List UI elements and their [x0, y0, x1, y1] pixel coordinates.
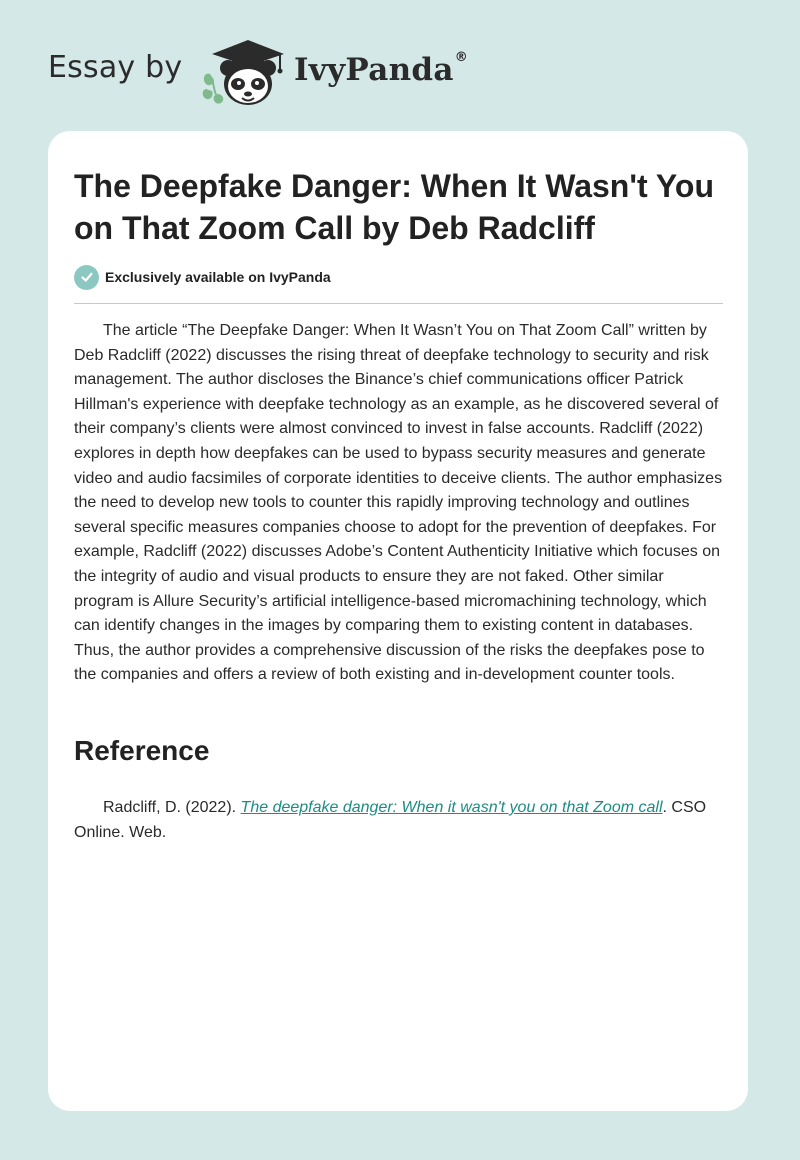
reference-heading: Reference: [74, 735, 210, 766]
reference-entry: [74, 796, 724, 845]
checkmark-icon: [74, 265, 99, 290]
divider: [74, 303, 723, 304]
essay-by-label: Essay by: [48, 50, 183, 85]
panda-logo-icon[interactable]: [200, 34, 290, 108]
exclusive-badge: [74, 264, 331, 290]
registered-mark: ®: [454, 50, 469, 65]
brand-text: IvyPanda: [294, 52, 454, 88]
reference-prefix: Radcliff, D. (2022).: [103, 799, 241, 816]
exclusive-label: Exclusively available on IvyPanda: [105, 269, 331, 285]
essay-title: The Deepfake Danger: When It Wasn't You on That Zoom Call by Deb Radcliff: [74, 168, 714, 246]
reference-link[interactable]: The deepfake danger: When it wasn't you on that Zoom call: [240, 799, 663, 816]
essay-card: [48, 131, 748, 1111]
site-header: [0, 0, 800, 120]
reference-suffix: . CSO Online. Web.: [74, 799, 707, 841]
brand-name[interactable]: [294, 52, 468, 88]
essay-body-paragraph: The article “The Deepfake Danger: When It Wasn’t You on That Zoom Call” written by Deb Radcliff (2022) discusses the rising threat of deepfake technology to security and risk management. The author discloses the Binance’s chief communications officer Patrick Hillman's experience with deepfake technology as an example, as he discovered several of their company’s clients were almost convinced to invest in false accounts. Radcliff (2022) explores in depth how deepfakes can be used to bypass security measures and generate video and audio facsimiles of corporate identities to deceive clients. The author emphasizes the need to develop new tools to counter this rapidly improving technology and outlines several specific measures companies choose to adopt for the prevention of deepfakes. For example, Radcliff (2022) discusses Adobe’s Content Authenticity Initiative which focuses on the integrity of audio and visual products to ensure they are not faked. Other similar program is Allure Security’s artificial intelligence-based micromachining technology, which can identify changes in the images by comparing them to existing content in databases. Thus, the author provides a comprehensive discussion of the risks the deepfakes pose to the companies and offers a review of both existing and in-development counter tools.: [74, 322, 723, 684]
